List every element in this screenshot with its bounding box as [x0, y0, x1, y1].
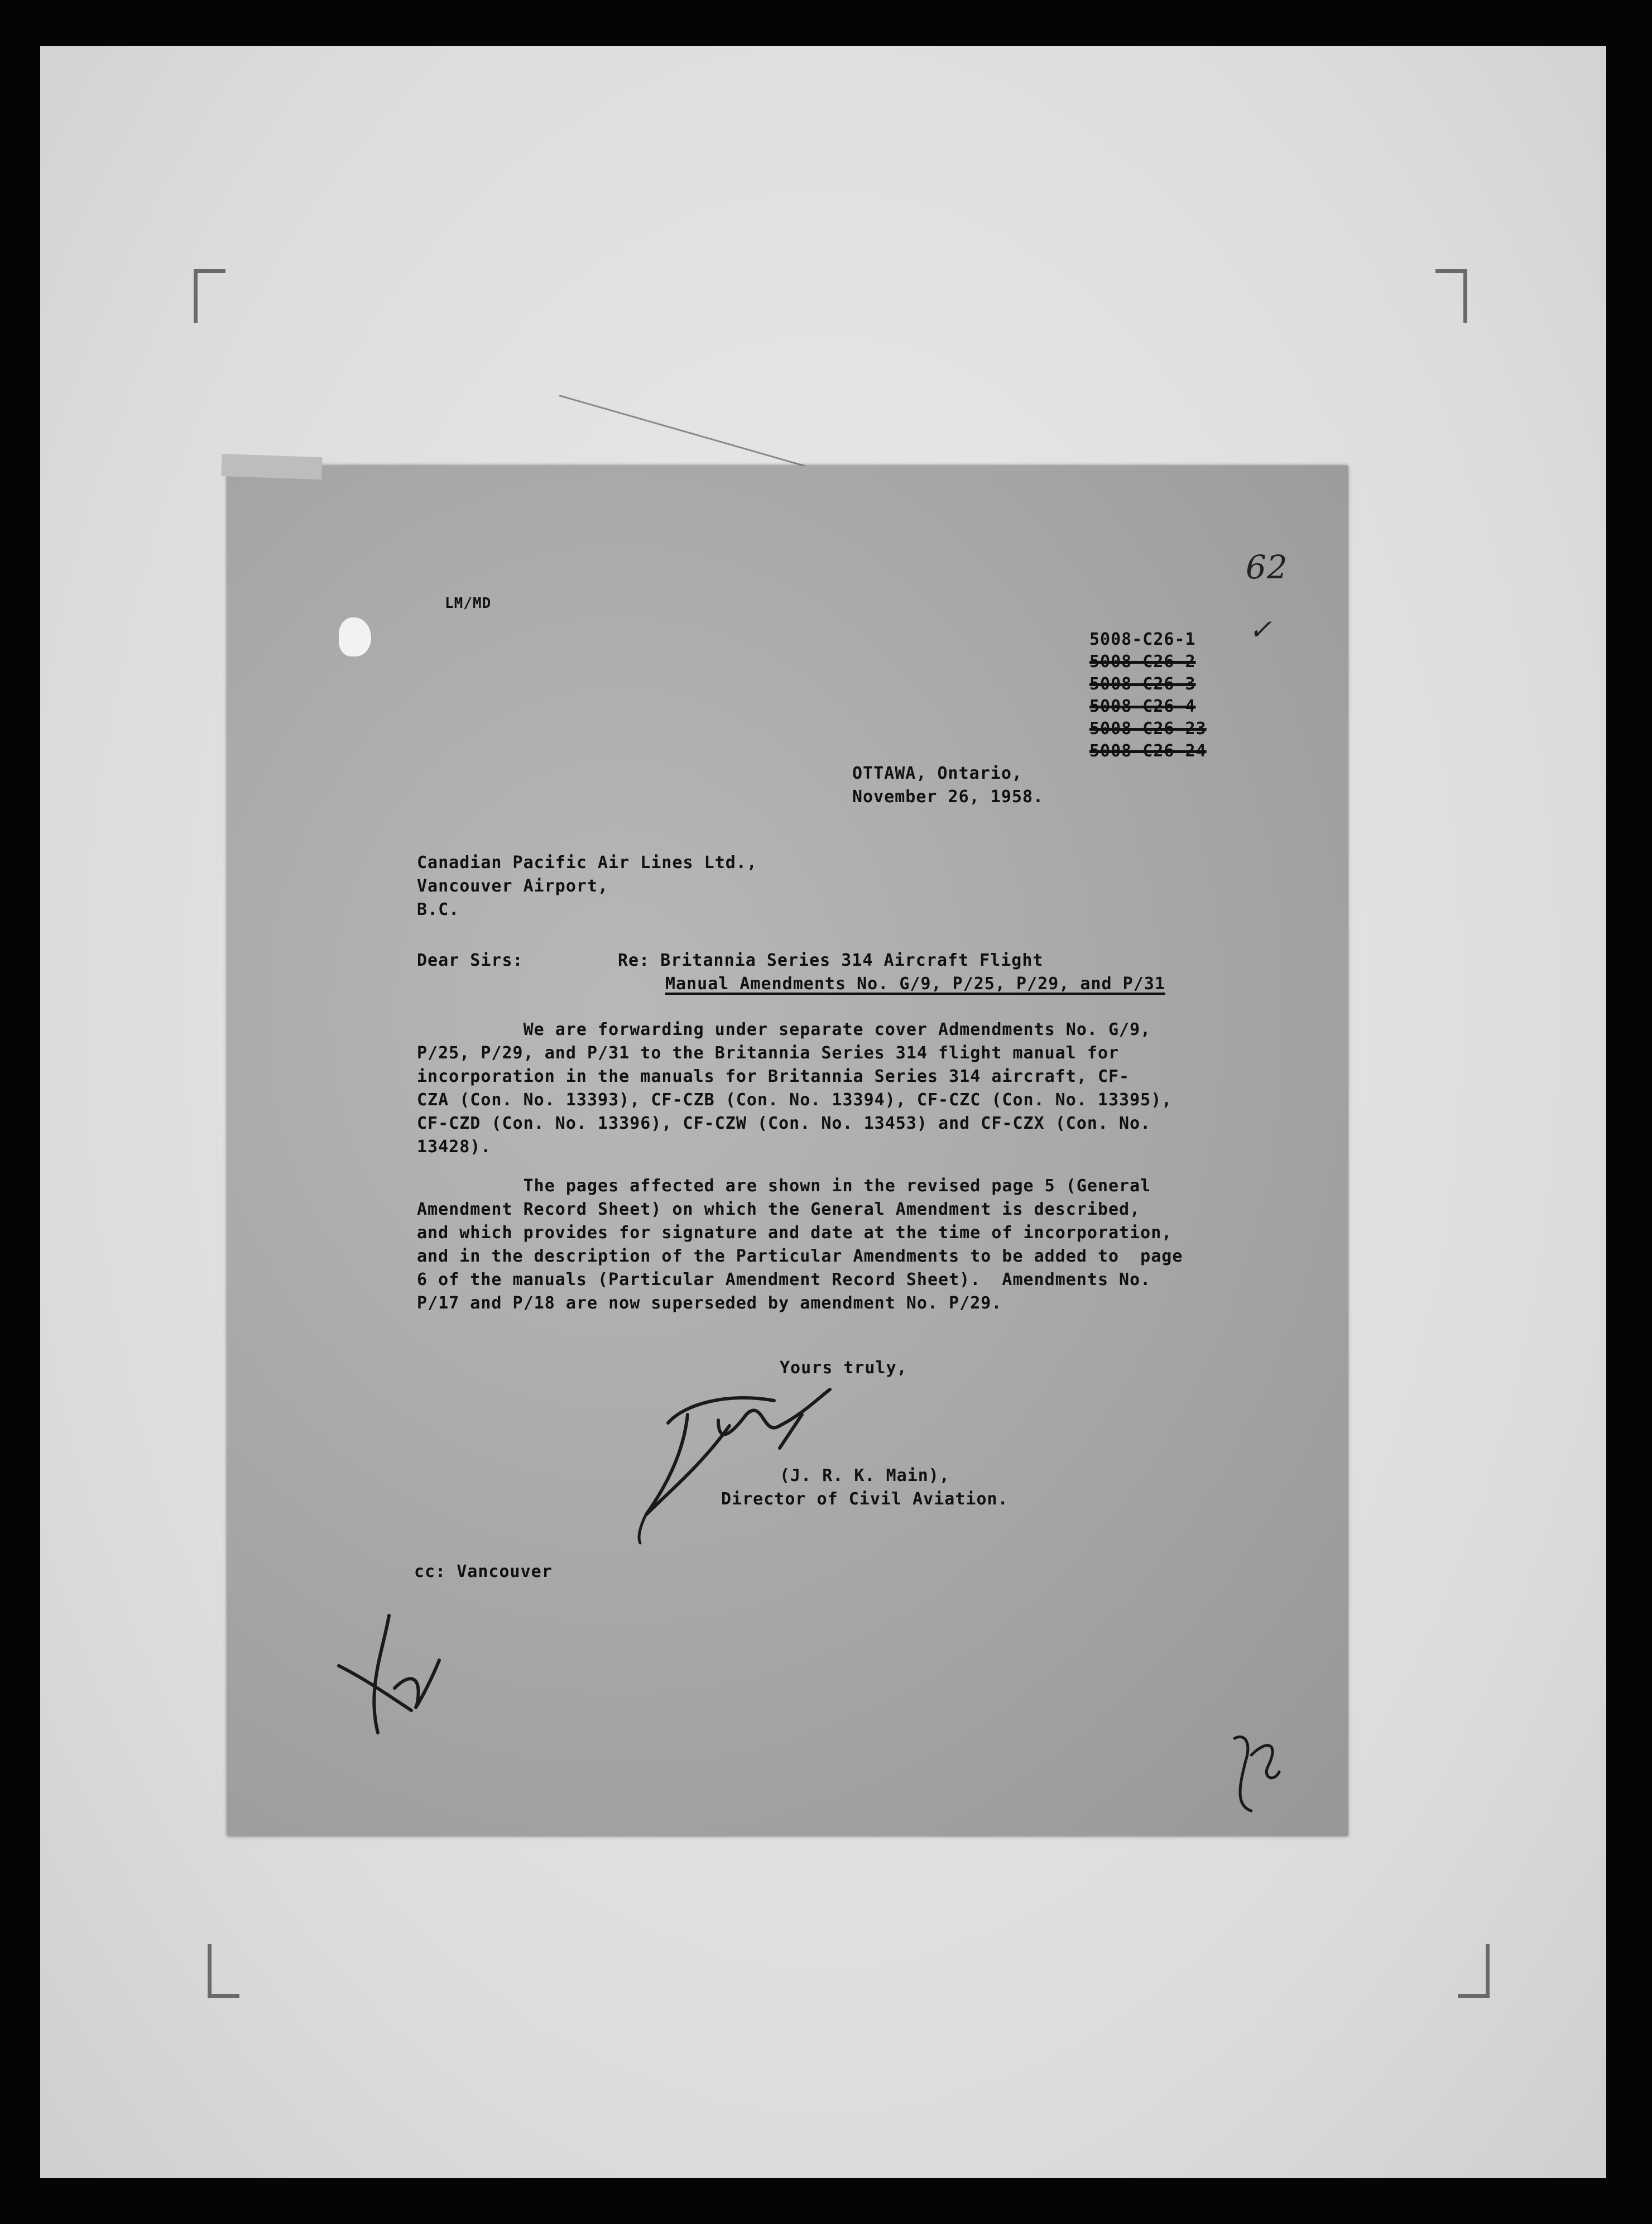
paragraph-2-line: P/17 and P/18 are now superseded by amendment No. P/29.	[417, 1293, 1002, 1313]
file-ref-2: 5008-C26-2	[1089, 652, 1196, 672]
closing: Yours truly,	[780, 1358, 907, 1378]
letter-date: November 26, 1958.	[852, 787, 1044, 807]
crop-mark-top-right	[1435, 269, 1467, 323]
file-ref-4: 5008-C26-4	[1089, 697, 1196, 716]
paragraph-1-line: incorporation in the manuals for Britannia Series 314 aircraft, CF-	[417, 1067, 1130, 1086]
paragraph-2-line: Amendment Record Sheet) on which the General Amendment is described,	[417, 1200, 1141, 1219]
salutation: Dear Sirs:	[417, 951, 524, 970]
typist-initials: LM/MD	[445, 595, 492, 612]
address-line-2: Vancouver Airport,	[417, 876, 609, 896]
crop-mark-bottom-left	[208, 1944, 239, 1998]
address-line-1: Canadian Pacific Air Lines Ltd.,	[417, 853, 757, 873]
file-ref-1: 5008-C26-1	[1089, 630, 1196, 649]
file-ref-5: 5008-C26-23	[1089, 719, 1207, 739]
subject-line-2: Manual Amendments No. G/9, P/25, P/29, and P/31	[665, 974, 1165, 994]
paragraph-1-line: CF-CZD (Con. No. 13396), CF-CZW (Con. No. 13453) and CF-CZX (Con. No.	[417, 1114, 1151, 1133]
address-line-3: B.C.	[417, 900, 460, 919]
punch-hole	[339, 617, 371, 656]
check-mark-icon: ✓	[1248, 613, 1272, 646]
paragraph-1-line: P/25, P/29, and P/31 to the Britannia Series 314 flight manual for	[417, 1043, 1120, 1063]
scan-background	[40, 46, 1606, 2178]
signatory-title: Director of Civil Aviation.	[721, 1489, 1009, 1509]
letter-place: OTTAWA, Ontario,	[852, 764, 1022, 783]
paragraph-1-line: We are forwarding under separate cover Admendments No. G/9,	[417, 1020, 1151, 1039]
cc-line: cc: Vancouver	[414, 1562, 553, 1581]
paragraph-1	[417, 1018, 1271, 1159]
folio-mark-icon	[1223, 1722, 1285, 1816]
letter-sheet	[227, 466, 1348, 1836]
crop-mark-bottom-right	[1458, 1944, 1490, 1998]
sheet-fold	[221, 454, 322, 480]
paragraph-2-line: 6 of the manuals (Particular Amendment Record Sheet). Amendments No.	[417, 1270, 1151, 1290]
paragraph-2-line: and which provides for signature and date at the time of incorporation,	[417, 1223, 1173, 1243]
paragraph-1-line: CZA (Con. No. 13393), CF-CZB (Con. No. 13394), CF-CZC (Con. No. 13395),	[417, 1090, 1173, 1110]
crop-mark-top-left	[194, 269, 225, 323]
file-ref-3: 5008-C26-3	[1089, 674, 1196, 694]
page-number: 62	[1246, 548, 1288, 586]
initials-mark-icon	[328, 1604, 445, 1750]
paragraph-2	[417, 1175, 1271, 1315]
signatory-name: (J. R. K. Main),	[780, 1466, 950, 1485]
subject-line-1: Re: Britannia Series 314 Aircraft Flight	[618, 951, 1044, 970]
paragraph-2-line: The pages affected are shown in the revised page 5 (General	[417, 1176, 1151, 1196]
file-ref-6: 5008-C26-24	[1089, 741, 1207, 761]
paragraph-1-line: 13428).	[417, 1137, 492, 1157]
paragraph-2-line: and in the description of the Particular Amendments to be added to page	[417, 1247, 1183, 1266]
